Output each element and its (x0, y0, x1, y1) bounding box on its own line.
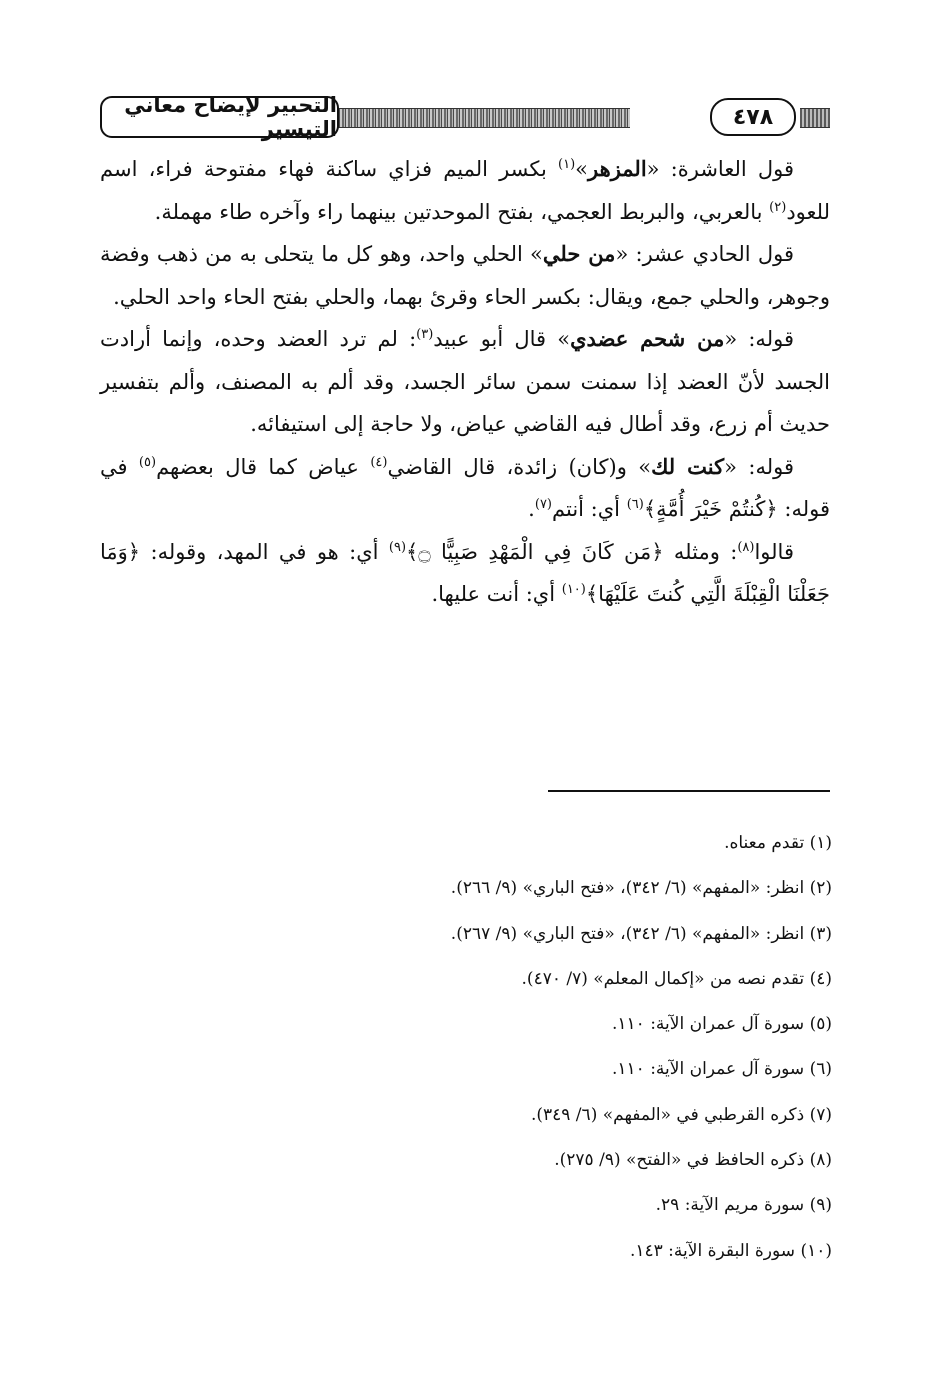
main-text (100, 148, 830, 616)
text-run: قالوا (754, 539, 794, 564)
quran-quote: أي: هو في المهد، وقوله: ﴿وَمَا جَعَلْنَا الْقِبْلَةَ الَّتِي كُنتَ عَلَيْهَا﴾ (100, 539, 830, 606)
text-run: قول العاشرة: « (646, 157, 794, 181)
text-run: » الحلي واحد، وهو كل ما يتحلى به من ذهب وفضة وجوهر، والحلي جمع، ويقال: بكسر الحاء وقرئ بهما، والحلي بفتح الحاء واحد الحلي. (100, 242, 830, 309)
paragraph-2 (100, 233, 830, 318)
footnotes-list (132, 826, 832, 1279)
quoted-term: من شحم عضدي (570, 326, 725, 351)
text-run: أي: أنتم (552, 497, 627, 521)
text-run: » و(كان) زائدة، قال القاضي (387, 454, 652, 479)
text-run: أي: أنت عليها. (431, 582, 562, 606)
page-number: ٤٧٨ (710, 98, 796, 136)
quoted-term: المزهر (588, 156, 647, 181)
text-run: » (575, 157, 589, 181)
footnote-item: (٤) تقدم نصه من «إكمال المعلم» (٧/ ٤٧٠). (521, 968, 832, 989)
footnote-item: (١٠) سورة البقرة الآية: ١٤٣. (629, 1240, 832, 1261)
footnote-ref: (٥) (138, 454, 157, 470)
book-title: التحبير لإيضاح معاني التيسير (100, 96, 339, 138)
quoted-term: من حلي (542, 241, 616, 266)
text-run: » قال أبو عبيد (433, 327, 571, 351)
footnote-separator (548, 790, 830, 792)
footnote-ref: (٦) (626, 497, 644, 512)
footnote-ref: (١٠) (561, 582, 586, 597)
footnote-ref: (١) (558, 157, 576, 172)
footnote-item: (٩) سورة مريم الآية: ٢٩. (655, 1195, 832, 1216)
text-run: قول الحادي عشر: « (615, 242, 794, 266)
footnote-ref: (٨) (737, 539, 755, 555)
footnote-item: (٦) سورة آل عمران الآية: ١١٠. (611, 1059, 832, 1080)
footnote-ref: (٤) (370, 454, 388, 470)
quoted-term: كنت لك (651, 453, 725, 479)
footnote-item: (٢) انظر: «المفهم» (٦/ ٣٤٢)، «فتح الباري» (٩/ ٢٦٦). (450, 878, 832, 899)
text-run: بالعربي، والبربط العجمي، بفتح الموحدتين بينهما راء وآخره طاء مهملة. (154, 199, 770, 224)
text-run: : لم ترد العضد وحده، وإنما أرادت الجسد لأنّ العضد إذا سمنت سمن سائر الجسد، وقد ألم به المصنف، وألم بتفسير حديث أم زرع، وقد أطال فيه القاضي عياض، ولا حاجة إلى استيفائه. (100, 327, 830, 436)
footnote-item: (٥) سورة آل عمران الآية: ١١٠. (611, 1014, 832, 1035)
footnote-ref: (٣) (416, 327, 434, 342)
quran-quote: : ومثله ﴿مَن كَانَ فِي الْمَهْدِ صَبِيًّا ۝﴾ (406, 539, 738, 564)
footnote-item: (٨) ذكره الحافظ في «الفتح» (٩/ ٢٧٥). (554, 1150, 832, 1171)
footnote-item: (٧) ذكره القرطبي في «المفهم» (٦/ ٣٤٩). (530, 1104, 832, 1125)
running-header (100, 93, 830, 141)
paragraph-1 (100, 148, 830, 233)
text-run: قوله: « (724, 327, 794, 351)
footnote-ref: (٢) (769, 199, 787, 215)
footnote-ref: (٧) (534, 497, 552, 512)
paragraph-4 (100, 446, 830, 531)
text-run: قوله: « (724, 454, 794, 479)
text-run: . (528, 497, 535, 521)
text-run: بكسر الميم فزاي ساكنة فهاء مفتوحة فراء، اسم للعود (100, 157, 830, 224)
text-run: عياض كما قال بعضهم (156, 454, 371, 479)
paragraph-5 (100, 531, 830, 616)
footnote-item: (١) تقدم معناه. (724, 833, 832, 853)
footnote-item: (٣) انظر: «المفهم» (٦/ ٣٤٢)، «فتح الباري» (٩/ ٢٦٧). (450, 923, 832, 944)
footnote-ref: (٩) (388, 539, 407, 555)
paragraph-3 (100, 318, 830, 446)
header-ornament-end (800, 108, 830, 128)
quran-quote: في قوله: ﴿كُنتُمْ خَيْرَ أُمَّةٍ﴾ (100, 454, 830, 521)
